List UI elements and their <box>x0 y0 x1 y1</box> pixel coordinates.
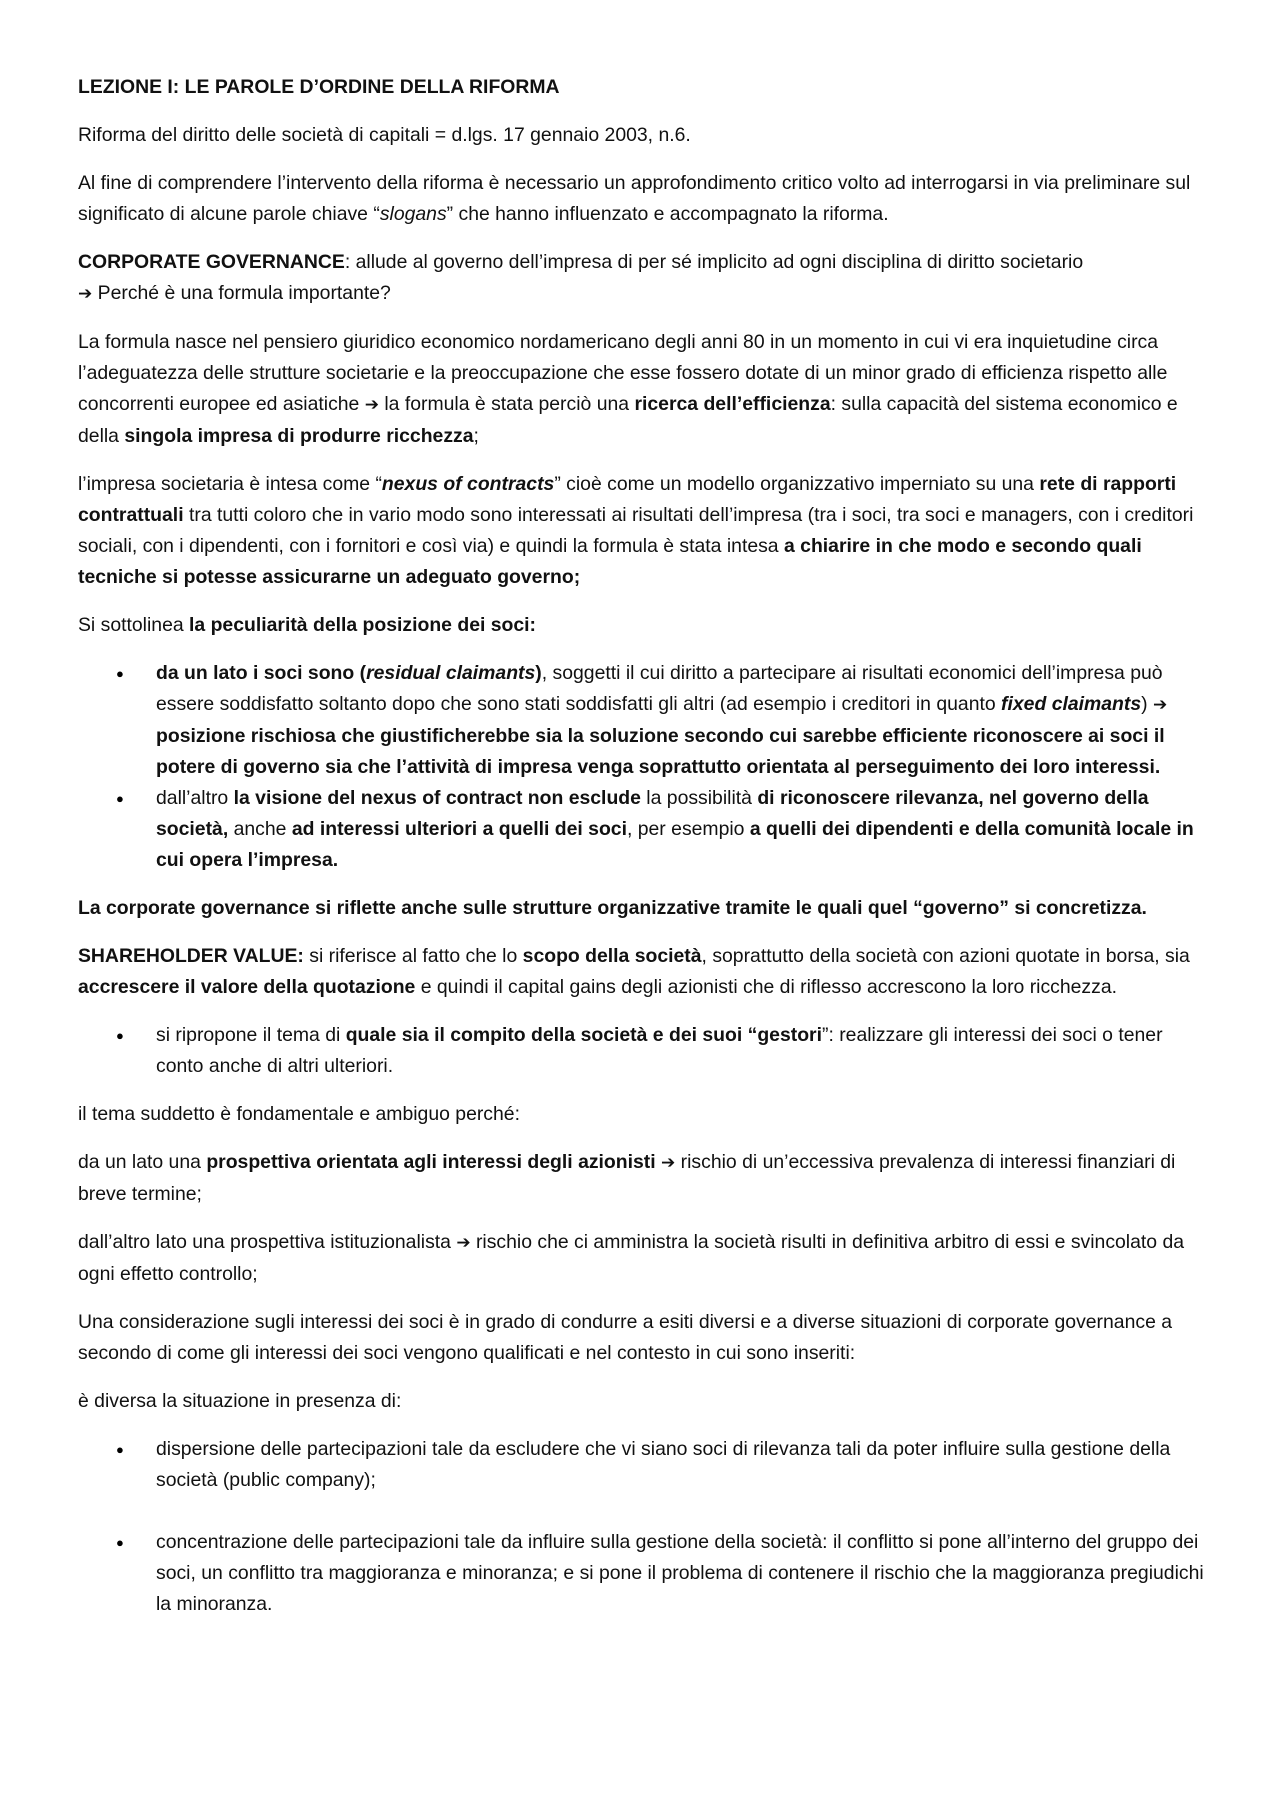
paragraph-ambiguous-theme: il tema suddetto è fondamentale e ambiguo perché: <box>78 1103 520 1125</box>
paragraph-shareholder-perspective: da un lato una prospettiva orientata agli interessi degli azionisti ➔ rischio di un’eccessiva prevalenza di interessi finanziari di breve termine; <box>78 1151 1176 1205</box>
list-item: ● concentrazione delle partecipazioni tale da influire sulla gestione della società: il conflitto si pone all’interno del gruppo dei soci, un conflitto tra maggioranza e minoranza; e si pone il problema di contenere il rischio che la maggioranza pregiudichi la minoranza. <box>78 1527 1208 1620</box>
lesson-title: LEZIONE I: LE PAROLE D’ORDINE DELLA RIFORMA <box>78 76 560 98</box>
list-item: ● dispersione delle partecipazioni tale da escludere che vi siano soci di rilevanza tali da poter influire sulla gestione della società (public company); <box>78 1434 1208 1496</box>
paragraph-corporate-governance: CORPORATE GOVERNANCE: allude al governo dell’impresa di per sé implicito ad ogni disciplina di diritto societario ➔ Perché è una formula importante? <box>78 251 1084 304</box>
paragraph-shareholder-value: SHAREHOLDER VALUE: si riferisce al fatto che lo scopo della società, soprattutto della società con azioni quotate in borsa, sia accrescere il valore della quotazione e quindi il capital gains degli azionisti che di riflesso accrescono la loro ricchezza. <box>78 945 1190 998</box>
paragraph-reform-decree: Riforma del diritto delle società di capitali = d.lgs. 17 gennaio 2003, n.6. <box>78 124 691 146</box>
bullet-list-soci <box>78 658 1208 876</box>
paragraph-formula-origin: La formula nasce nel pensiero giuridico economico nordamericano degli anni 80 in un momento in cui vi era inquietudine circa l’adeguatezza delle strutture societarie e la preoccupazione che esse fossero dotate di un minor grado di efficienza rispetto alle concorrenti europee ed asiatiche ➔ la formula è stata perciò una ricerca dell’efficienza: sulla capacità del sistema economico e della singola impresa di produrre ricchezza; <box>78 331 1178 447</box>
paragraph-shareholders-position: Si sottolinea la peculiarità della posizione dei soci: <box>78 614 537 636</box>
list-item: ● dall’altro la visione del nexus of contract non esclude la possibilità di riconoscere rilevanza, nel governo della società, anche ad interessi ulteriori a quelli dei soci, per esempio a quelli dei dipendenti e della comunità locale in cui opera l’impresa. <box>78 783 1208 876</box>
paragraph-governance-structures: La corporate governance si riflette anche sulle strutture organizzative tramite le quali quel “governo” si concretizza. <box>78 897 1147 919</box>
bullet-list-partecipazioni <box>78 1434 1208 1620</box>
paragraph-situation-intro: è diversa la situazione in presenza di: <box>78 1390 402 1412</box>
list-item: ● da un lato i soci sono (residual claimants), soggetti il cui diritto a partecipare ai risultati economici dell’impresa può essere soddisfatto soltanto dopo che sono stati soddisfatti gli altri (ad esempio i creditori in quanto fixed claimants) ➔ posizione rischiosa che giustificherebbe sia la soluzione secondo cui sarebbe efficiente riconoscere ai soci il potere di governo sia che l’attività di impresa venga soprattutto orientata al perseguimento dei loro interessi. <box>78 658 1208 783</box>
arrow-icon: ➔ <box>661 1153 676 1173</box>
paragraph-nexus-of-contracts: l’impresa societaria è intesa come “nexus of contracts” cioè come un modello organizzativo imperniato su una rete di rapporti contrattuali tra tutti coloro che in vario modo sono interessati ai risultati dell’impresa (tra i soci, tra soci e managers, con i creditori sociali, con i dipendenti, con i fornitori e così via) e quindi la formula è stata intesa a chiarire in che modo e secondo quali tecniche si potesse assicurarne un adeguato governo; <box>78 473 1194 588</box>
document-page <box>78 72 1208 1637</box>
paragraph-institutional-perspective: dall’altro lato una prospettiva istituzionalista ➔ rischio che ci amministra la società risulti in definitiva arbitro di essi e svincolato da ogni effetto controllo; <box>78 1231 1185 1285</box>
paragraph-intro: Al fine di comprendere l’intervento della riforma è necessario un approfondimento critico volto ad interrogarsi in via preliminare sul significato di alcune parole chiave “slogans” che hanno influenzato e accompagnato la riforma. <box>78 172 1191 225</box>
arrow-icon: ➔ <box>364 395 379 415</box>
bullet-list-gestori <box>78 1020 1208 1082</box>
list-item: ● si ripropone il tema di quale sia il compito della società e dei suoi “gestori”: realizzare gli interessi dei soci o tener conto anche di altri ulteriori. <box>78 1020 1208 1082</box>
arrow-icon: ➔ <box>78 284 93 304</box>
paragraph-interests-consideration: Una considerazione sugli interessi dei soci è in grado di condurre a esiti diversi e a diverse situazioni di corporate governance a secondo di come gli interessi dei soci vengono qualificati e nel contesto in cui sono inseriti: <box>78 1311 1173 1364</box>
arrow-icon: ➔ <box>456 1233 471 1253</box>
arrow-icon: ➔ <box>1153 695 1168 715</box>
